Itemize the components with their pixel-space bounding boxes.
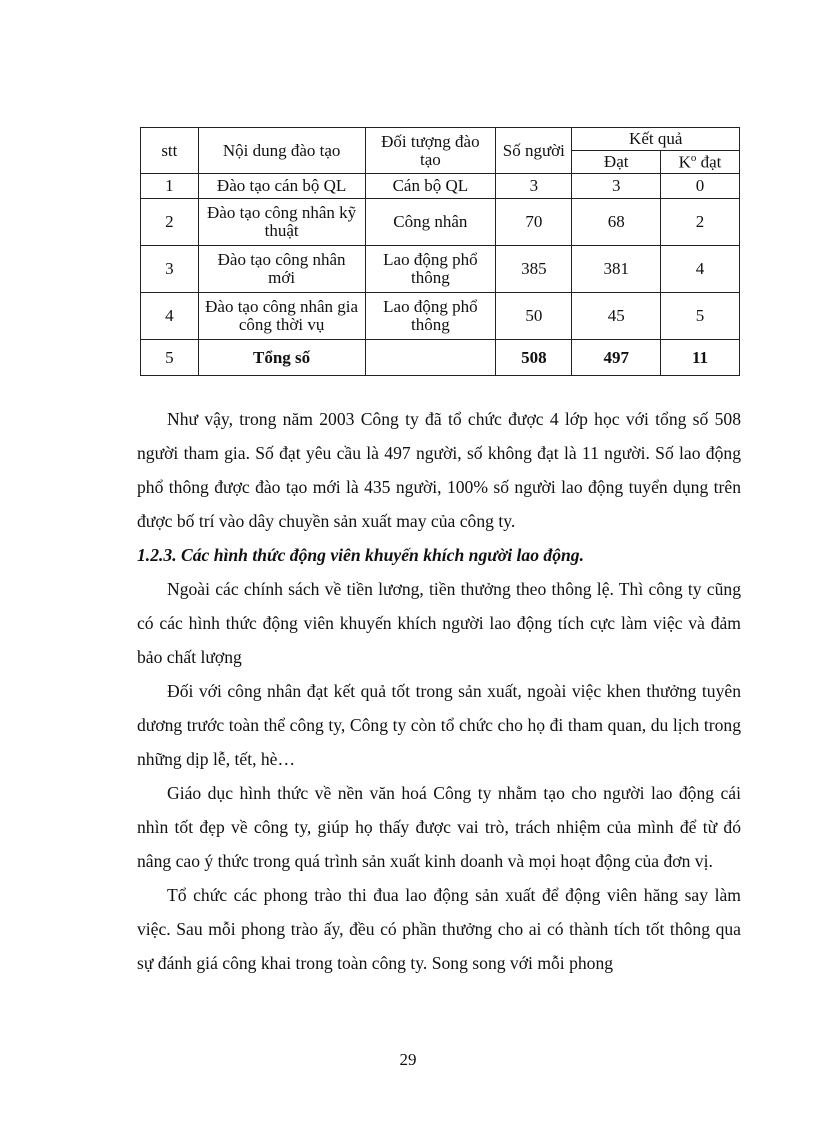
cell-failed: 4: [660, 246, 739, 293]
cell-content: Đào tạo công nhân kỹ thuật: [198, 199, 365, 246]
cell-passed: 45: [572, 293, 661, 340]
cell-passed: 3: [572, 174, 661, 199]
cell-stt: 5: [141, 340, 199, 376]
header-target: Đối tượng đào tạo: [365, 128, 496, 174]
table-header-row: [141, 128, 740, 151]
cell-count: 70: [496, 199, 572, 246]
paragraph-summary: Như vậy, trong năm 2003 Công ty đã tổ chức được 4 lớp học với tổng số 508 người tham gia. Số đạt yêu cầu là 497 người, số không đạt là 11 người. Số lao động phổ thông được đào tạo mới là 435 người, 100% số người lao động tuyển dụng trên được bố trí vào dây chuyền sản xuất may của công ty.: [137, 409, 741, 531]
cell-target: Lao động phổ thông: [365, 246, 496, 293]
section-heading: 1.2.3. Các hình thức động viên khuyến khích người lao động.: [137, 545, 584, 565]
cell-failed: 5: [660, 293, 739, 340]
header-passed: Đạt: [572, 151, 661, 174]
table-row: [141, 293, 740, 340]
header-stt: stt: [141, 128, 199, 174]
cell-total-label: Tổng số: [198, 340, 365, 376]
header-failed: [660, 151, 739, 174]
cell-total-failed: 11: [660, 340, 739, 376]
header-failed-prefix: K: [678, 152, 691, 172]
cell-count: 3: [496, 174, 572, 199]
cell-total-passed: 497: [572, 340, 661, 376]
cell-stt: 1: [141, 174, 199, 199]
header-failed-suffix: đạt: [696, 152, 722, 172]
paragraph-culture: Giáo dục hình thức về nền văn hoá Công ty nhằm tạo cho người lao động cái nhìn tốt đẹp về công ty, giúp họ thấy được vai trò, trách nhiệm của mình để từ đó nâng cao ý thức trong quá trình sản xuất kinh doanh và mọi hoạt động của đơn vị.: [137, 783, 741, 871]
page-number: 29: [399, 1050, 417, 1069]
paragraph-policies: Ngoài các chính sách về tiền lương, tiền thưởng theo thông lệ. Thì công ty cũng có các hình thức động viên khuyến khích người lao động tích cực làm việc và đảm bảo chất lượng: [137, 579, 741, 667]
cell-passed: 381: [572, 246, 661, 293]
cell-stt: 4: [141, 293, 199, 340]
cell-total-count: 508: [496, 340, 572, 376]
table-total-row: [141, 340, 740, 376]
cell-content: Đào tạo công nhân gia công thời vụ: [198, 293, 365, 340]
table-row: [141, 246, 740, 293]
cell-content: Đào tạo công nhân mới: [198, 246, 365, 293]
cell-target: Cán bộ QL: [365, 174, 496, 199]
body-text: [137, 402, 741, 980]
table-row: [141, 199, 740, 246]
paragraph-competitions: Tổ chức các phong trào thi đua lao động sản xuất để động viên hăng say làm việc. Sau mỗi phong trào ấy, đều có phần thưởng cho ai có thành tích tốt thông qua sự đánh giá công khai trong toàn công ty. Song song với mỗi phong: [137, 885, 741, 973]
cell-stt: 3: [141, 246, 199, 293]
header-result: Kết quả: [572, 128, 740, 151]
header-content: Nội dung đào tạo: [198, 128, 365, 174]
cell-stt: 2: [141, 199, 199, 246]
header-count: Số người: [496, 128, 572, 174]
cell-passed: 68: [572, 199, 661, 246]
cell-count: 50: [496, 293, 572, 340]
training-results-table: [140, 127, 740, 376]
cell-target: [365, 340, 496, 376]
cell-content: Đào tạo cán bộ QL: [198, 174, 365, 199]
cell-count: 385: [496, 246, 572, 293]
cell-failed: 0: [660, 174, 739, 199]
cell-failed: 2: [660, 199, 739, 246]
table-row: [141, 174, 740, 199]
paragraph-rewards: Đối với công nhân đạt kết quả tốt trong sản xuất, ngoài việc khen thưởng tuyên dương trước toàn thể công ty, Công ty còn tổ chức cho họ đi tham quan, du lịch trong những dịp lễ, tết, hè…: [137, 681, 741, 769]
header-failed-sup: o: [690, 151, 697, 164]
cell-target: Lao động phổ thông: [365, 293, 496, 340]
cell-target: Công nhân: [365, 199, 496, 246]
